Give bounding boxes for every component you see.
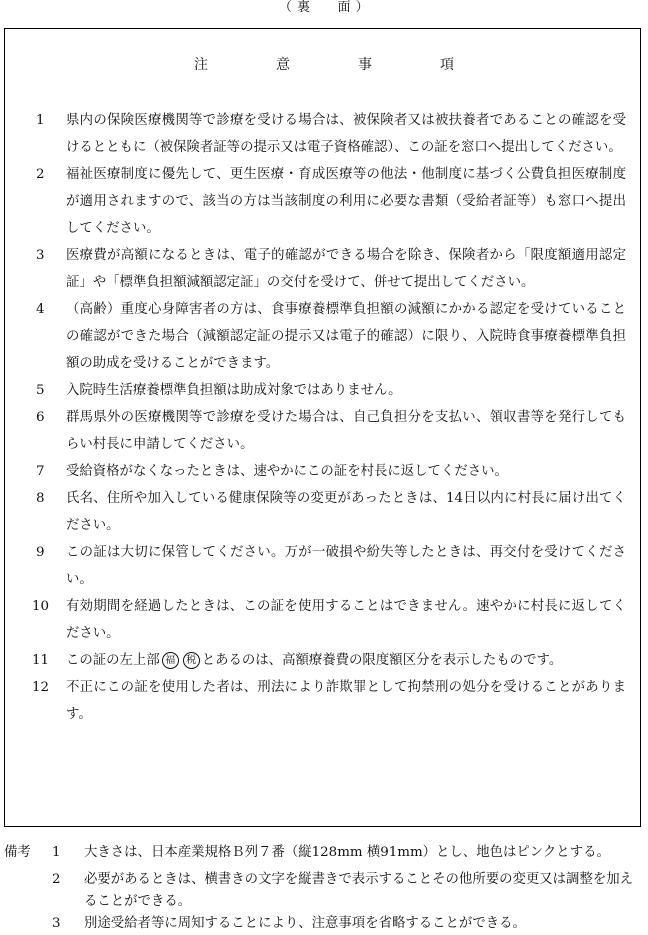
note-number: 5 <box>36 383 45 398</box>
notes-list <box>32 107 626 728</box>
remark-number: 1 <box>52 845 61 860</box>
page-side-label: （ 裏 面 ） <box>278 0 370 15</box>
note-number: 2 <box>36 167 45 182</box>
note-text: 入院時生活療養標準負担額は助成対象ではありません。 <box>66 383 402 398</box>
note-item <box>36 377 626 404</box>
note-text: （高齢）重度心身障害者の方は、食事療養標準負担額の減額にかかる認定を受けていることの確認ができた場合（減額認定証の提示又は電子的確認）に限り、入院時食事療養標準負担額の助成を受けることができます。 <box>66 302 626 371</box>
remarks-section <box>0 842 640 935</box>
note-number: 7 <box>36 464 45 479</box>
note-text: 医療費が高額になるときは、電子的確認ができる場合を除き、保険者から「限度額適用認定証」や「標準負担額減額認定証」の交付を受けて、併せて提出してください。 <box>66 248 626 290</box>
title-char: 注 <box>194 57 208 73</box>
circled-fuku-mark: 福 <box>162 652 179 669</box>
remark-text: 大きさは、日本産業規格Ｂ列７番（縦128mm 横91mm）とし、地色はピンクとする。 <box>84 845 610 860</box>
note-text: 福祉医療制度に優先して、更生医療・育成医療等の他法・他制度に基づく公費負担医療制度が適用されますので、該当の方は当該制度の利用に必要な書類（受給者証等）も窓口へ提出してください。 <box>66 167 626 236</box>
note-text-after: とあるのは、高額療養費の限度額区分を表示したものです。 <box>201 653 563 668</box>
note-text: 群馬県外の医療機関等で診療を受けた場合は、自己負担分を支払い、領収書等を発行してもらい村長に申請してください。 <box>66 410 626 452</box>
remark-item <box>0 869 640 913</box>
note-item <box>36 539 626 593</box>
note-text: 不正にこの証を使用した者は、刑法により詐欺罪として拘禁刑の処分を受けることがあります。 <box>66 680 626 722</box>
note-item <box>32 593 626 647</box>
note-number: 9 <box>36 545 45 560</box>
title-char: 事 <box>358 57 372 73</box>
title-char: 意 <box>276 57 290 73</box>
notes-title <box>0 54 648 74</box>
note-item <box>36 404 626 458</box>
note-item <box>36 242 626 296</box>
note-text: 県内の保険医療機関等で診療を受ける場合は、被保険者又は被扶養者であることの確認を受けるとともに（被保険者証等の提示又は電子資格確認）、この証を窓口へ提出してください。 <box>66 113 626 155</box>
note-item <box>36 161 626 242</box>
note-number: 1 <box>36 113 45 128</box>
remark-number: 3 <box>52 916 61 931</box>
note-item <box>36 485 626 539</box>
circled-zei-mark: 税 <box>183 652 200 669</box>
note-number: 6 <box>36 410 45 425</box>
remark-item <box>0 842 640 864</box>
note-number: 12 <box>32 680 50 695</box>
note-text: 受給資格がなくなったときは、速やかにこの証を村長に返してください。 <box>66 464 508 479</box>
note-number: 4 <box>36 302 45 317</box>
remark-number: 2 <box>52 872 61 887</box>
note-text-before: この証の左上部 <box>66 653 160 668</box>
note-text: 有効期間を経過したときは、この証を使用することはできません。速やかに村長に返してください。 <box>66 599 626 641</box>
note-item <box>32 674 626 728</box>
note-number: 10 <box>32 599 50 614</box>
note-number: 3 <box>36 248 45 263</box>
note-number: 8 <box>36 491 45 506</box>
remarks-label: 備考 <box>4 845 31 860</box>
remark-text: 別途受給者等に周知することにより、注意事項を省略することができる。 <box>84 916 526 931</box>
note-item <box>32 647 626 674</box>
note-text <box>66 647 626 674</box>
remark-item <box>0 913 640 935</box>
note-number: 11 <box>32 653 50 668</box>
remark-text: 必要があるときは、横書きの文字を縦書きで表示することその他所要の変更又は調整を加えることができる。 <box>84 872 634 909</box>
note-item <box>36 107 626 161</box>
title-char: 項 <box>440 57 454 73</box>
note-text: この証は大切に保管してください。万が一破損や紛失等したときは、再交付を受けてください。 <box>66 545 626 587</box>
note-item <box>36 458 626 485</box>
note-text: 氏名、住所や加入している健康保険等の変更があったときは、14日以内に村長に届け出てください。 <box>66 491 626 533</box>
note-item <box>36 296 626 377</box>
